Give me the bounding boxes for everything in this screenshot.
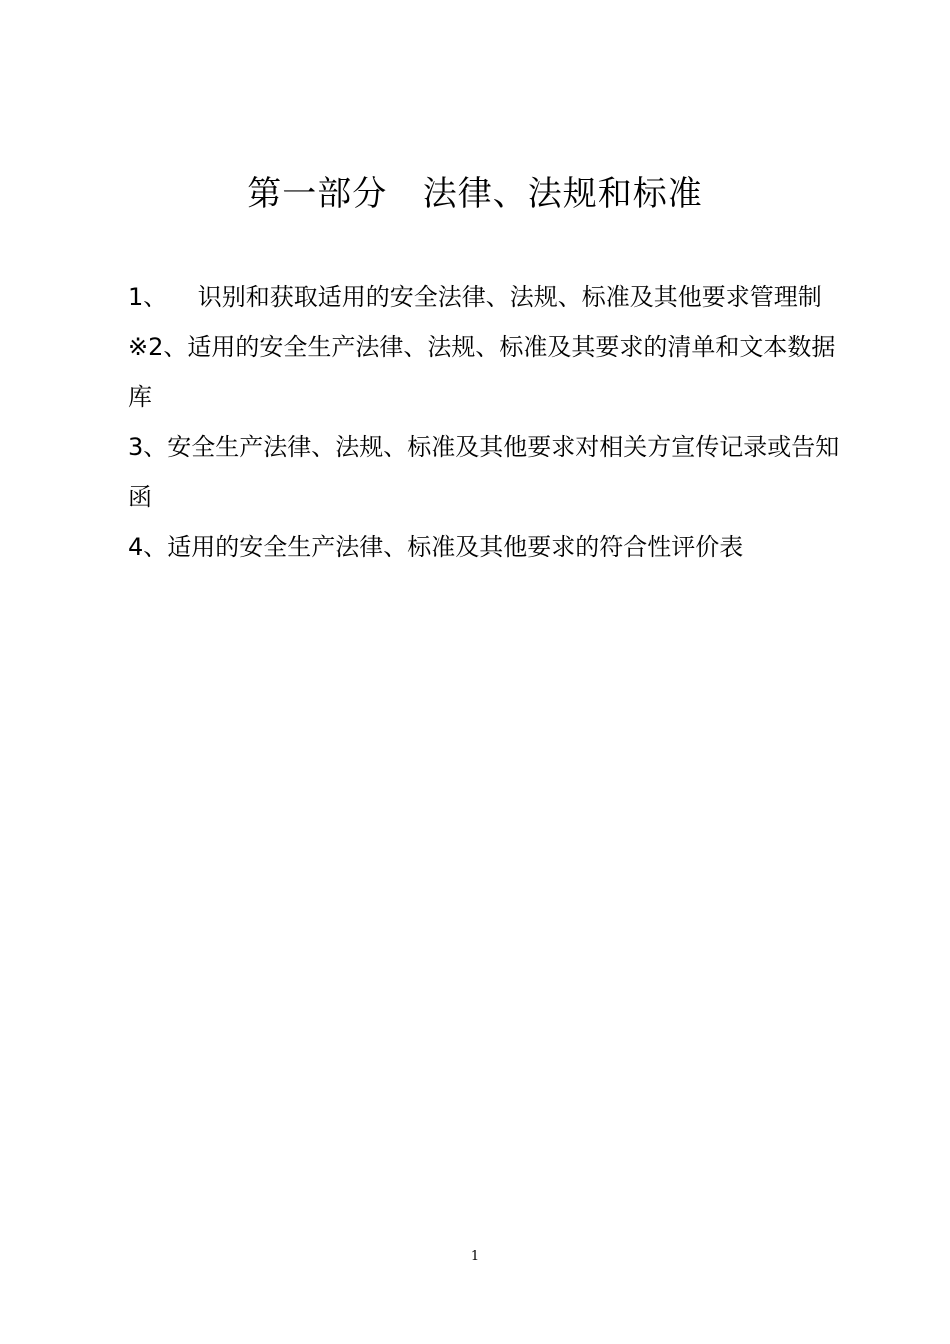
- list-item: 1、 识别和获取适用的安全法律、法规、标准及其他要求管理制: [128, 283, 822, 311]
- list-item: ※2、适用的安全生产法律、法规、标准及其要求的清单和文本数据库: [128, 333, 836, 411]
- page-title: 第一部分 法律、法规和标准: [247, 174, 703, 214]
- page-number: 1: [470, 1249, 480, 1264]
- contents-list: [128, 272, 858, 572]
- list-item: 4、适用的安全生产法律、标准及其他要求的符合性评价表: [128, 533, 744, 561]
- list-item: 3、安全生产法律、法规、标准及其他要求对相关方宣传记录或告知函: [128, 433, 840, 511]
